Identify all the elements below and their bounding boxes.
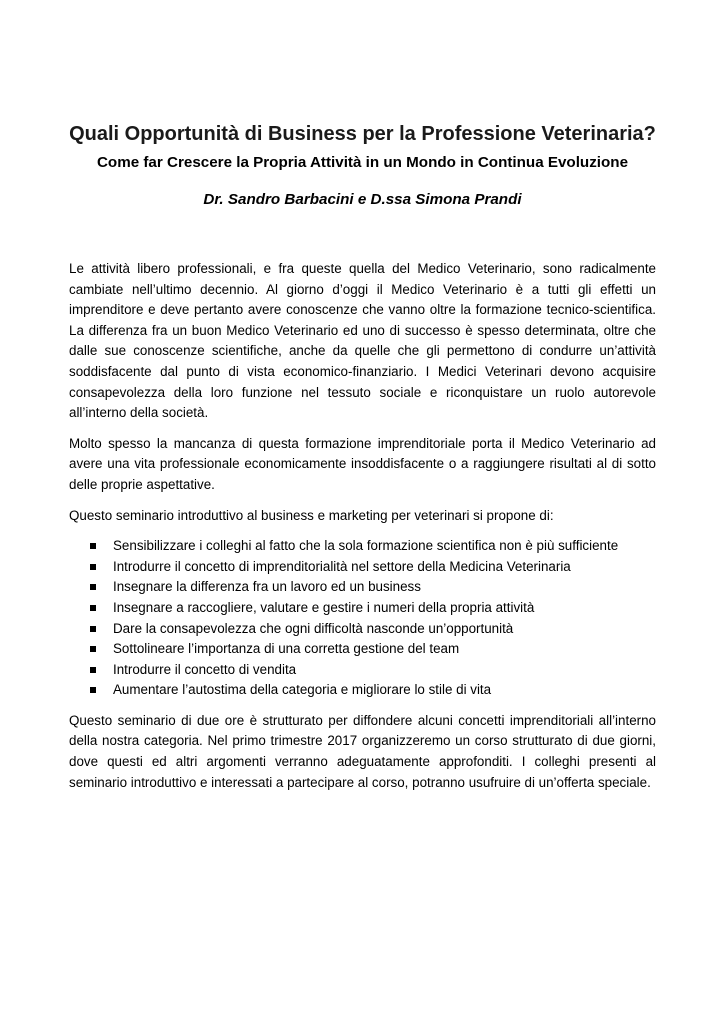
list-item-text: Insegnare a raccogliere, valutare e gestire i numeri della propria attività <box>113 599 535 615</box>
square-bullet-icon <box>90 667 96 673</box>
list-item-text: Introdurre il concetto di imprenditorialità nel settore della Medicina Veterinaria <box>113 558 571 574</box>
document-title: Quali Opportunità di Business per la Professione Veterinaria? <box>69 123 656 145</box>
document-subtitle: Come far Crescere la Propria Attività in un Mondo in Continua Evoluzione <box>96 154 629 171</box>
list-item-text: Insegnare la differenza fra un lavoro ed un business <box>113 579 421 595</box>
paragraph-closing: Questo seminario di due ore è strutturato per diffondere alcuni concetti imprenditoriali all’interno della nostra categoria. Nel primo trimestre 2017 organizzeremo un corso strutturato di due giorni, dove questi ed altri argomenti verranno adeguatamente approfonditi. I colleghi presenti al seminario introduttivo e interessati a partecipare al corso, potranno usufruire di un’offerta speciale. <box>69 712 656 790</box>
paragraph-intro: Le attività libero professionali, e fra queste quella del Medico Veterinario, sono radicalmente cambiate nell’ultimo decennio. Al giorno d’oggi il Medico Veterinario è a tutti gli effetti un imprenditore e deve pertanto avere conoscenze che vanno oltre la formazione tecnico-scientifica. La differenza fra un buon Medico Veterinario ed uno di successo è spesso determinata, oltre che dalle sue conoscenze scientifiche, anche da quelle che gli permettono di condurre un’attività soddisfacente dal punto di vista economico-finanziario. I Medici Veterinari devono acquisire consapevolezza della loro funzione nel tessuto sociale e riconquistare un ruolo autorevole all’interno della società. <box>69 261 656 421</box>
list-item-text: Sensibilizzare i colleghi al fatto che la sola formazione scientifica non è più sufficiente <box>113 538 619 554</box>
document-body <box>69 259 656 803</box>
square-bullet-icon <box>90 584 96 590</box>
list-item <box>69 639 656 660</box>
square-bullet-icon <box>90 543 96 549</box>
square-bullet-icon <box>90 687 96 693</box>
paragraph-seminar-goals: Questo seminario introduttivo al business e marketing per veterinari si propone di: <box>69 507 554 523</box>
list-item <box>69 536 656 557</box>
document-authors: Dr. Sandro Barbacini e D.ssa Simona Prandi <box>203 191 522 208</box>
list-item <box>69 557 656 578</box>
square-bullet-icon <box>90 564 96 570</box>
list-item-text: Aumentare l’autostima della categoria e migliorare lo stile di vita <box>113 682 492 698</box>
list-item <box>69 660 656 681</box>
square-bullet-icon <box>90 646 96 652</box>
square-bullet-icon <box>90 626 96 632</box>
list-item <box>69 598 656 619</box>
goals-list <box>69 536 656 701</box>
square-bullet-icon <box>90 605 96 611</box>
list-item-text: Introdurre il concetto di vendita <box>113 661 297 677</box>
list-item-text: Sottolineare l’importanza di una corretta gestione del team <box>113 641 460 657</box>
list-item-text: Dare la consapevolezza che ogni difficoltà nasconde un’opportunità <box>113 620 514 636</box>
list-item <box>69 577 656 598</box>
paragraph-lack-of-training: Molto spesso la mancanza di questa formazione imprenditoriale porta il Medico Veterinario ad avere una vita professionale economicamente insoddisfacente o a raggiungere risultati al di sotto delle proprie aspettative. <box>69 435 656 492</box>
list-item <box>69 680 656 701</box>
list-item <box>69 619 656 640</box>
